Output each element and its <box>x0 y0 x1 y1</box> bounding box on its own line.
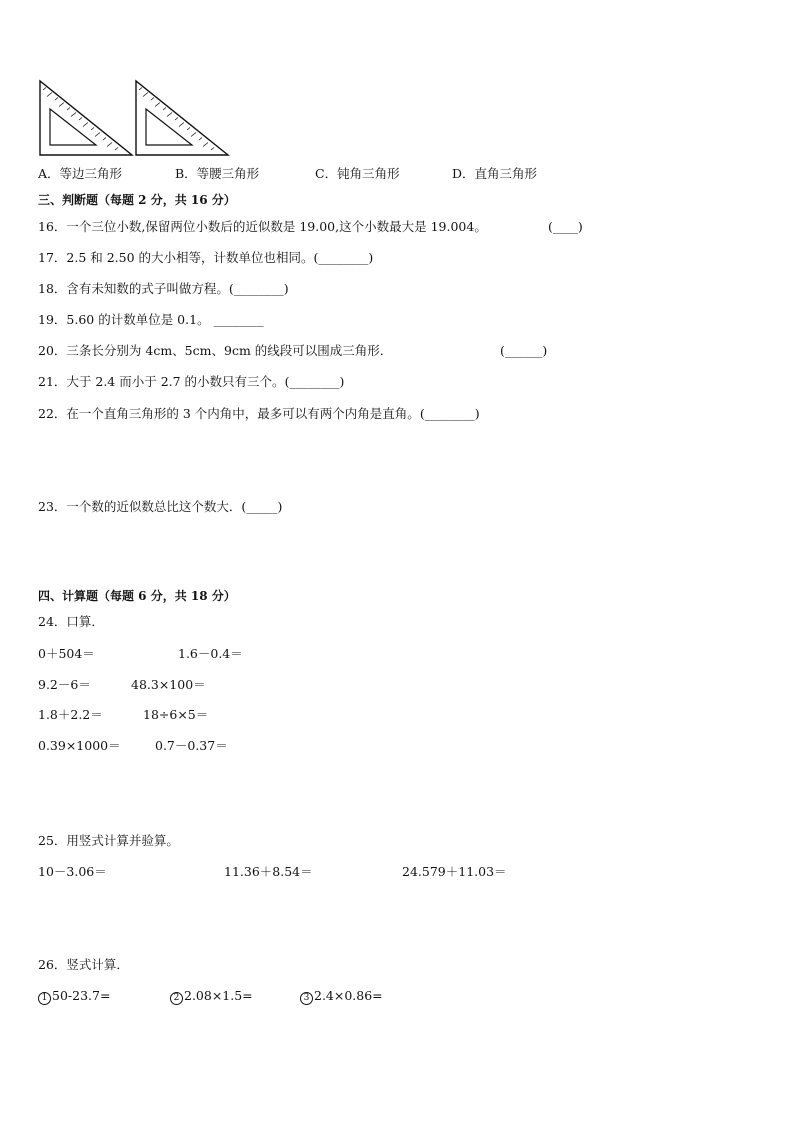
question-18 <box>38 281 289 297</box>
question-text: 18．含有未知数的式子叫做方程。 <box>38 281 229 296</box>
choice-d: D．直角三角形 <box>452 166 538 181</box>
answer-blank-22[interactable]: (________) <box>419 406 480 421</box>
circled-number: 2 <box>170 992 183 1005</box>
oral-calc-item: 0＋504＝ <box>38 646 95 661</box>
question-16 <box>38 219 487 235</box>
calc-expression: 2.08×1.5= <box>184 988 253 1003</box>
vertical-calc-item-1 <box>38 988 110 1005</box>
question-26-label: 26．竖式计算． <box>38 957 129 972</box>
question-22 <box>38 406 480 422</box>
question-21 <box>38 374 344 390</box>
calc-expression: 50-23.7= <box>52 988 111 1003</box>
oral-calc-item: 1.8＋2.2＝ <box>38 707 103 722</box>
choice-b: B．等腰三角形 <box>175 166 260 181</box>
vertical-calc-item-3 <box>300 988 383 1005</box>
question-23 <box>38 499 282 515</box>
circled-number: 3 <box>300 992 313 1005</box>
choice-a: A．等边三角形 <box>38 166 123 181</box>
vertical-calc-item: 10－3.06＝ <box>38 864 107 879</box>
question-text: 19．5.60 的计数单位是 0.1。 <box>38 312 210 327</box>
circled-number: 1 <box>38 992 51 1005</box>
answer-blank-21[interactable]: (________) <box>284 374 345 389</box>
question-text: 20．三条长分别为 4cm、5cm、9cm 的线段可以围成三角形． <box>38 343 393 358</box>
vertical-calc-item: 24.579＋11.03＝ <box>402 864 507 879</box>
question-20 <box>38 343 392 359</box>
question-text: 22．在一个直角三角形的 3 个内角中，最多可以有两个内角是直角。 <box>38 406 420 421</box>
calc-expression: 2.4×0.86= <box>314 988 383 1003</box>
oral-calc-item: 1.6－0.4＝ <box>178 646 243 661</box>
question-text: 23．一个数的近似数总比这个数大． <box>38 499 242 514</box>
answer-blank-18[interactable]: (________) <box>228 281 289 296</box>
oral-calc-item: 48.3×100＝ <box>131 677 206 692</box>
question-text: 21．大于 2.4 而小于 2.7 的小数只有三个。 <box>38 374 285 389</box>
section-title-calculation: 四、计算题（每题 6 分，共 18 分） <box>38 589 236 603</box>
answer-blank-17[interactable]: (________) <box>313 250 374 265</box>
question-19 <box>38 312 264 328</box>
vertical-calc-item-2 <box>170 988 253 1005</box>
question-17 <box>38 250 373 266</box>
vertical-calc-item: 11.36＋8.54＝ <box>224 864 313 879</box>
oral-calc-item: 0.7－0.37＝ <box>155 738 228 753</box>
section-title-judgment: 三、判断题（每题 2 分，共 16 分） <box>38 193 236 207</box>
question-text: 16．一个三位小数,保留两位小数后的近似数是 19.00,这个小数最大是 19.004。 <box>38 219 487 234</box>
answer-blank-23[interactable]: (_____) <box>241 499 283 514</box>
set-square-figure-1 <box>38 79 136 157</box>
question-text: 17．2.5 和 2.50 的大小相等，计数单位也相同。 <box>38 250 314 265</box>
choice-c: C．钝角三角形 <box>315 166 400 181</box>
question-25-label: 25．用竖式计算并验算。 <box>38 833 179 848</box>
question-24-label: 24．口算． <box>38 614 104 629</box>
oral-calc-item: 0.39×1000＝ <box>38 738 121 753</box>
oral-calc-item: 18÷6×5＝ <box>143 707 209 722</box>
answer-blank-20[interactable]: (______) <box>500 343 548 358</box>
answer-blank-19[interactable]: ________ <box>213 312 264 327</box>
answer-blank-16[interactable]: (____) <box>548 219 583 234</box>
oral-calc-item: 9.2－6＝ <box>38 677 91 692</box>
set-square-figure-2 <box>134 79 232 157</box>
